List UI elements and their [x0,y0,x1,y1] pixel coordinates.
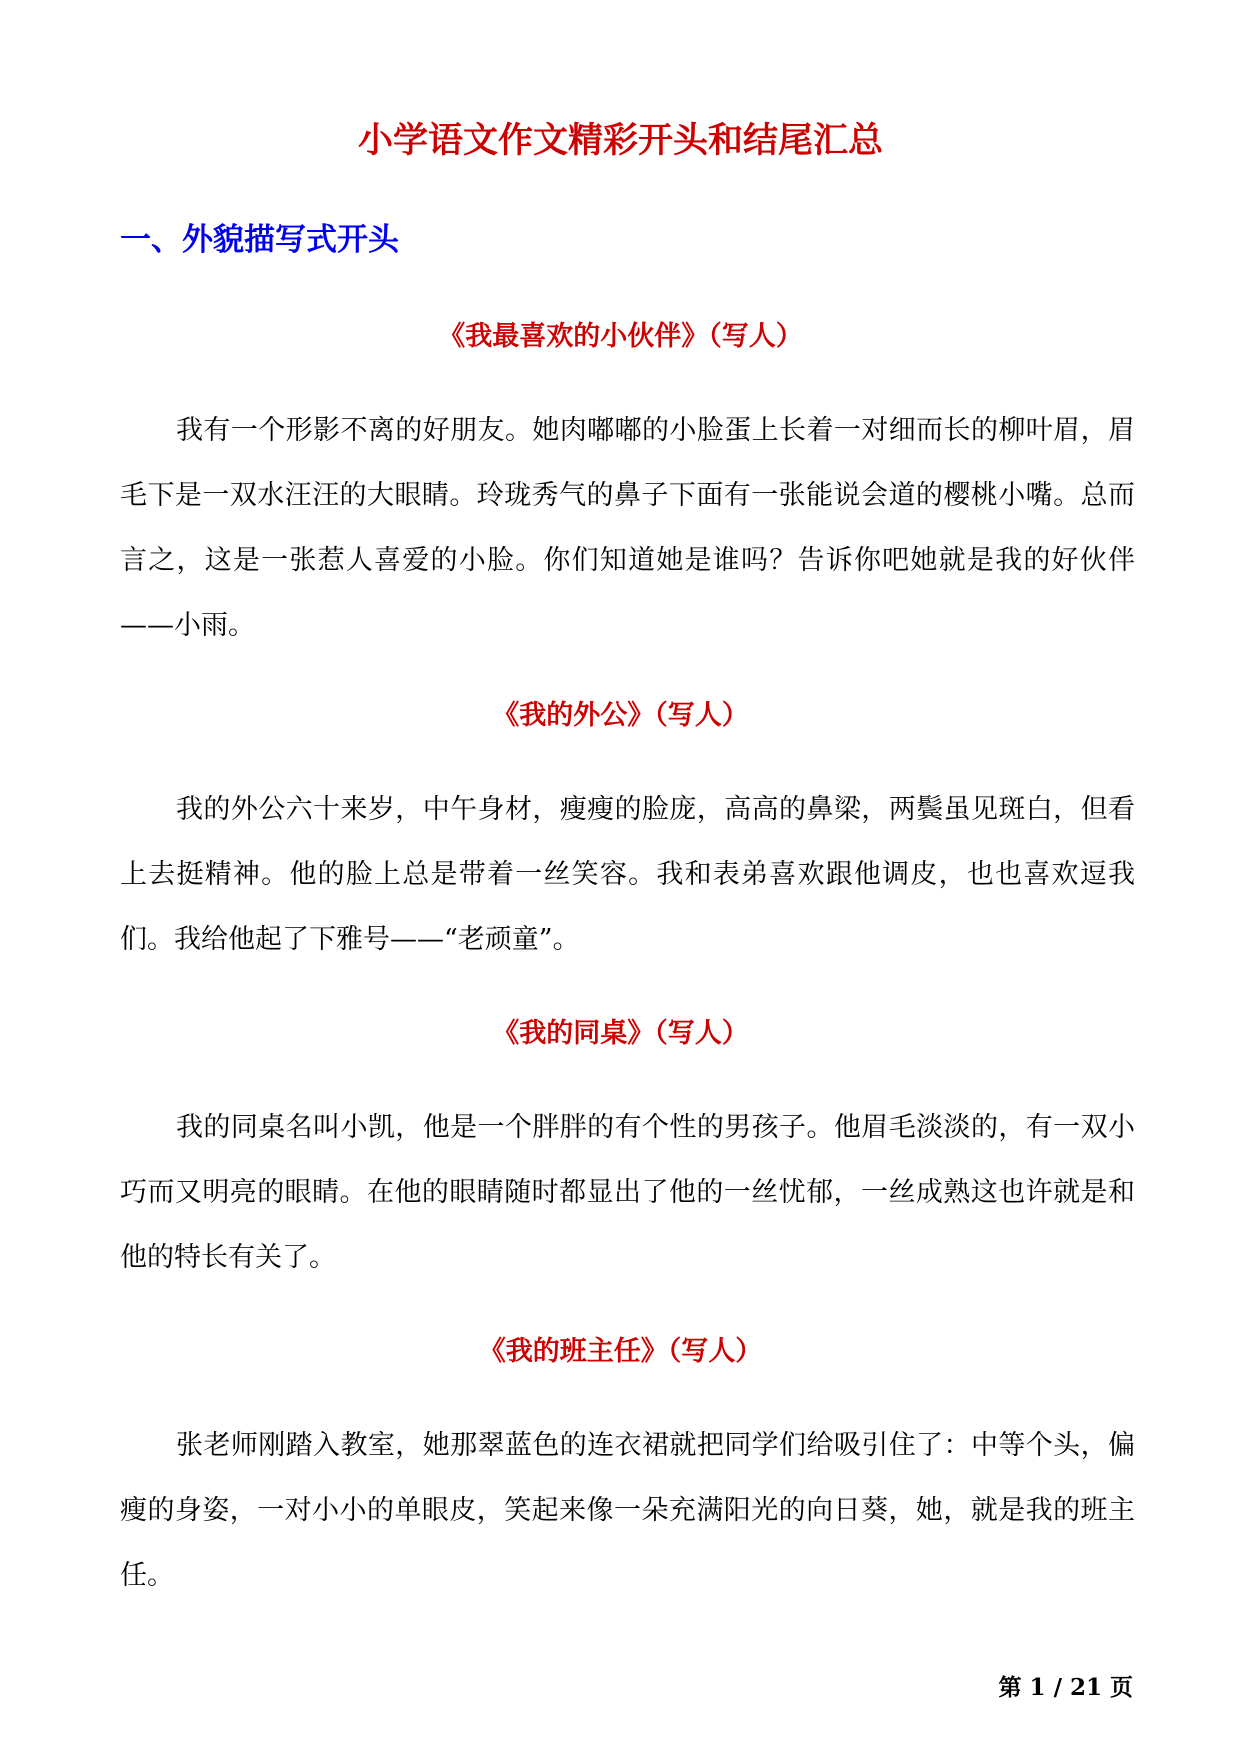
essay-title: 《我的同桌》（写人） [492,1018,749,1049]
document-title: 小学语文作文精彩开头和结尾汇总 [357,120,883,161]
essay-title: 《我的外公》（写人） [492,700,749,731]
essay-paragraph: 张老师刚踏入教室，她那翠蓝色的连衣裙就把同学们给吸引住了：中等个头，偏瘦的身姿，一对小小的单眼皮，笑起来像一朵充满阳光的向日葵，她，就是我的班主任。 [120,1430,1135,1591]
essay-paragraph: 我的同桌名叫小凯，他是一个胖胖的有个性的男孩子。他眉毛淡淡的，有一双小巧而又明亮的眼睛。在他的眼睛随时都显出了他的一丝忧郁，一丝成熟这也许就是和他的特长有关了。 [120,1112,1135,1273]
section-heading: 一、外貌描写式开头 [120,222,399,258]
essay-title: 《我最喜欢的小伙伴》（写人） [438,321,803,352]
essay-paragraph: 我的外公六十来岁，中午身材，瘦瘦的脸庞，高高的鼻梁，两鬓虽见斑白，但看上去挺精神。他的脸上总是带着一丝笑容。我和表弟喜欢跟他调皮，也也喜欢逗我们。我给他起了下雅号——“老顽童”。 [120,794,1135,955]
page-number: 第 1 / 21 页 [998,1674,1133,1701]
essay-title: 《我的班主任》（写人） [478,1336,763,1367]
essay-paragraph: 我有一个形影不离的好朋友。她肉嘟嘟的小脸蛋上长着一对细而长的柳叶眉，眉毛下是一双水汪汪的大眼睛。玲珑秀气的鼻子下面有一张能说会道的樱桃小嘴。总而言之，这是一张惹人喜爱的小脸。你们知道她是谁吗？告诉你吧她就是我的好伙伴——小雨。 [120,415,1135,641]
